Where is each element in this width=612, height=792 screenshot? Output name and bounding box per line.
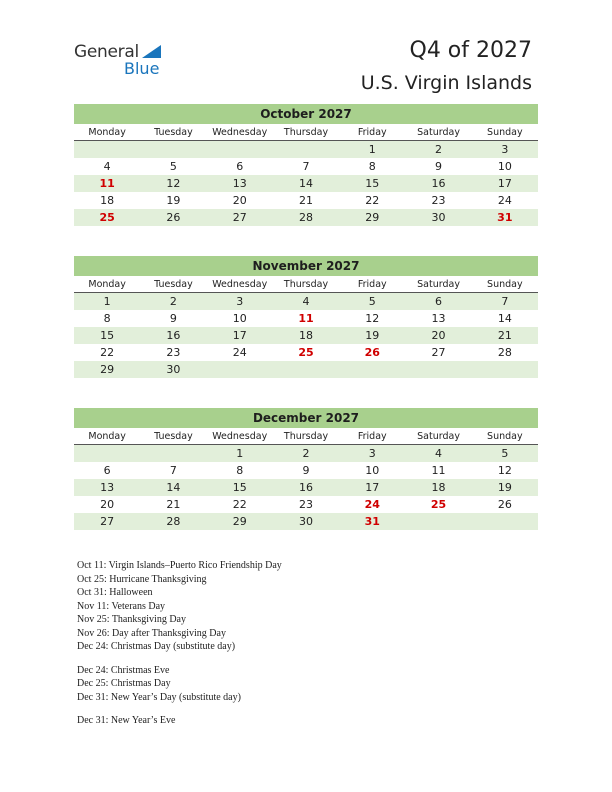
day-cell: 7 bbox=[302, 160, 310, 173]
day-cell: 10 bbox=[497, 160, 512, 173]
holiday-note: Nov 25: Thanksgiving Day bbox=[77, 614, 186, 625]
holiday-note: Dec 24: Christmas Day (substitute day) bbox=[77, 641, 236, 652]
weekday-label: Tuesday bbox=[154, 279, 193, 290]
holiday-note: Dec 24: Christmas Eve bbox=[77, 664, 170, 676]
month-title: October 2027 bbox=[74, 104, 538, 124]
day-cell: 4 bbox=[302, 295, 310, 308]
day-cell: 28 bbox=[497, 346, 512, 359]
day-cell: 9 bbox=[169, 312, 177, 325]
holiday-note: Dec 25: Christmas Day bbox=[77, 678, 171, 689]
holiday-note: Dec 31: New Year’s Eve bbox=[77, 715, 176, 726]
week-row bbox=[74, 462, 538, 479]
day-cell: 1 bbox=[368, 143, 376, 156]
day-cell: 11 bbox=[298, 312, 314, 325]
day-cell: 6 bbox=[236, 160, 244, 173]
day-cell: 18 bbox=[298, 329, 313, 342]
week-row bbox=[74, 445, 538, 462]
month-title: November 2027 bbox=[74, 256, 538, 276]
weekday-label: Saturday bbox=[417, 279, 460, 290]
day-cell: 5 bbox=[368, 295, 376, 308]
day-cell: 3 bbox=[236, 295, 244, 308]
day-cell: 29 bbox=[100, 363, 115, 376]
weekday-label: Friday bbox=[357, 127, 387, 138]
day-cell bbox=[207, 141, 273, 158]
day-cell bbox=[339, 361, 405, 378]
day-cell: 22 bbox=[365, 194, 380, 207]
day-cell bbox=[74, 141, 140, 158]
weekday-label: Saturday bbox=[417, 127, 460, 138]
day-cell: 27 bbox=[232, 211, 247, 224]
weekday-label: Sunday bbox=[487, 127, 523, 138]
country-subtitle: U.S. Virgin Islands bbox=[360, 72, 532, 94]
day-cell: 9 bbox=[435, 160, 443, 173]
holiday-note: Dec 31: New Year’s Day (substitute day) bbox=[77, 691, 241, 703]
day-cell: 3 bbox=[368, 447, 376, 460]
week-row bbox=[74, 496, 538, 513]
day-cell: 16 bbox=[431, 177, 446, 190]
day-cell: 13 bbox=[431, 312, 446, 325]
day-cell bbox=[273, 361, 339, 378]
day-cell: 3 bbox=[501, 143, 509, 156]
day-cell: 15 bbox=[365, 177, 380, 190]
weekday-label: Friday bbox=[357, 431, 387, 442]
day-cell bbox=[472, 513, 538, 530]
weekday-label: Friday bbox=[357, 279, 387, 290]
weekday-header bbox=[74, 276, 538, 293]
day-cell: 25 bbox=[298, 346, 314, 359]
holiday-note: Oct 25: Hurricane Thanksgiving bbox=[77, 573, 207, 585]
weekday-label: Monday bbox=[88, 431, 126, 442]
day-cell: 19 bbox=[497, 481, 512, 494]
day-cell: 12 bbox=[365, 312, 380, 325]
day-cell: 30 bbox=[431, 211, 446, 224]
day-cell bbox=[207, 361, 273, 378]
holiday-notes bbox=[77, 559, 282, 728]
day-cell: 13 bbox=[100, 481, 115, 494]
day-cell: 18 bbox=[100, 194, 115, 207]
day-cell: 5 bbox=[169, 160, 177, 173]
day-cell: 26 bbox=[166, 211, 181, 224]
holiday-note: Oct 11: Virgin Islands–Puerto Rico Friendship Day bbox=[77, 560, 282, 571]
weekday-label: Thursday bbox=[283, 127, 329, 138]
day-cell bbox=[140, 445, 206, 462]
day-cell: 11 bbox=[99, 177, 115, 190]
day-cell: 16 bbox=[166, 329, 181, 342]
logo-triangle-icon bbox=[142, 45, 161, 58]
day-cell: 14 bbox=[166, 481, 181, 494]
weekday-header bbox=[74, 124, 538, 141]
week-row bbox=[74, 158, 538, 175]
day-cell: 24 bbox=[497, 194, 512, 207]
weekday-label: Sunday bbox=[487, 431, 523, 442]
weekday-label: Thursday bbox=[283, 279, 329, 290]
day-cell: 2 bbox=[435, 143, 443, 156]
day-cell: 2 bbox=[302, 447, 310, 460]
week-row bbox=[74, 141, 538, 158]
holiday-note: Nov 26: Day after Thanksgiving Day bbox=[77, 627, 226, 639]
day-cell: 12 bbox=[166, 177, 181, 190]
day-cell: 26 bbox=[497, 498, 512, 511]
day-cell: 22 bbox=[100, 346, 115, 359]
day-cell: 19 bbox=[365, 329, 380, 342]
day-cell: 20 bbox=[232, 194, 247, 207]
day-cell: 17 bbox=[232, 329, 247, 342]
week-row bbox=[74, 293, 538, 310]
month-calendar bbox=[74, 256, 538, 378]
day-cell: 6 bbox=[103, 464, 111, 477]
holiday-note: Nov 11: Veterans Day bbox=[77, 600, 166, 612]
day-cell: 7 bbox=[501, 295, 509, 308]
logo-blue-text: Blue bbox=[124, 59, 160, 78]
week-row bbox=[74, 513, 538, 530]
weekday-label: Sunday bbox=[487, 279, 523, 290]
week-row bbox=[74, 344, 538, 361]
day-cell: 25 bbox=[430, 498, 447, 511]
holiday-note: Oct 31: Halloween bbox=[77, 587, 153, 598]
week-row bbox=[74, 479, 538, 496]
day-cell bbox=[405, 513, 471, 530]
page-title: Q4 of 2027 bbox=[409, 38, 532, 63]
day-cell: 21 bbox=[497, 329, 512, 342]
day-cell: 13 bbox=[232, 177, 247, 190]
month-title: December 2027 bbox=[74, 408, 538, 428]
day-cell: 6 bbox=[435, 295, 443, 308]
day-cell: 24 bbox=[232, 346, 247, 359]
day-cell: 7 bbox=[169, 464, 177, 477]
week-row bbox=[74, 175, 538, 192]
day-cell: 8 bbox=[103, 312, 111, 325]
day-cell: 29 bbox=[232, 515, 247, 528]
day-cell: 25 bbox=[99, 211, 115, 224]
day-cell: 26 bbox=[364, 346, 380, 359]
week-row bbox=[74, 327, 538, 344]
day-cell: 4 bbox=[103, 160, 111, 173]
logo-general-text: General bbox=[74, 42, 139, 62]
month-calendar bbox=[74, 104, 538, 226]
day-cell: 14 bbox=[497, 312, 512, 325]
day-cell: 18 bbox=[431, 481, 446, 494]
day-cell: 14 bbox=[298, 177, 313, 190]
day-cell: 23 bbox=[166, 346, 181, 359]
day-cell: 31 bbox=[364, 515, 380, 528]
day-cell: 8 bbox=[368, 160, 376, 173]
day-cell: 2 bbox=[169, 295, 177, 308]
day-cell bbox=[405, 361, 471, 378]
day-cell: 27 bbox=[100, 515, 115, 528]
weekday-header bbox=[74, 428, 538, 445]
day-cell: 20 bbox=[100, 498, 115, 511]
day-cell bbox=[140, 141, 206, 158]
day-cell: 30 bbox=[166, 363, 181, 376]
day-cell bbox=[472, 361, 538, 378]
week-row bbox=[74, 361, 538, 378]
day-cell: 5 bbox=[501, 447, 509, 460]
day-cell: 23 bbox=[298, 498, 313, 511]
day-cell: 17 bbox=[497, 177, 512, 190]
day-cell: 15 bbox=[232, 481, 247, 494]
week-row bbox=[74, 209, 538, 226]
day-cell: 9 bbox=[302, 464, 310, 477]
day-cell: 10 bbox=[365, 464, 380, 477]
day-cell: 17 bbox=[365, 481, 380, 494]
day-cell bbox=[74, 445, 140, 462]
day-cell: 16 bbox=[298, 481, 313, 494]
weekday-label: Wednesday bbox=[212, 127, 268, 138]
day-cell: 22 bbox=[232, 498, 247, 511]
day-cell: 28 bbox=[166, 515, 181, 528]
day-cell: 27 bbox=[431, 346, 446, 359]
day-cell: 11 bbox=[431, 464, 446, 477]
weekday-label: Monday bbox=[88, 279, 126, 290]
day-cell: 8 bbox=[236, 464, 244, 477]
day-cell: 20 bbox=[431, 329, 446, 342]
day-cell: 28 bbox=[298, 211, 313, 224]
weekday-label: Saturday bbox=[417, 431, 460, 442]
day-cell: 1 bbox=[103, 295, 111, 308]
week-row bbox=[74, 192, 538, 209]
day-cell: 4 bbox=[435, 447, 443, 460]
day-cell: 21 bbox=[298, 194, 313, 207]
weekday-label: Wednesday bbox=[212, 431, 268, 442]
weekday-label: Wednesday bbox=[212, 279, 268, 290]
day-cell: 12 bbox=[497, 464, 512, 477]
day-cell: 24 bbox=[364, 498, 380, 511]
day-cell: 21 bbox=[166, 498, 181, 511]
weekday-label: Tuesday bbox=[154, 127, 193, 138]
day-cell: 30 bbox=[298, 515, 313, 528]
weekday-label: Tuesday bbox=[154, 431, 193, 442]
day-cell: 1 bbox=[236, 447, 244, 460]
day-cell: 19 bbox=[166, 194, 181, 207]
day-cell: 23 bbox=[431, 194, 446, 207]
day-cell: 29 bbox=[365, 211, 380, 224]
day-cell: 31 bbox=[497, 211, 513, 224]
day-cell: 15 bbox=[100, 329, 115, 342]
week-row bbox=[74, 310, 538, 327]
day-cell bbox=[273, 141, 339, 158]
weekday-label: Monday bbox=[88, 127, 126, 138]
weekday-label: Thursday bbox=[283, 431, 329, 442]
day-cell: 10 bbox=[232, 312, 247, 325]
month-calendar bbox=[74, 408, 538, 530]
